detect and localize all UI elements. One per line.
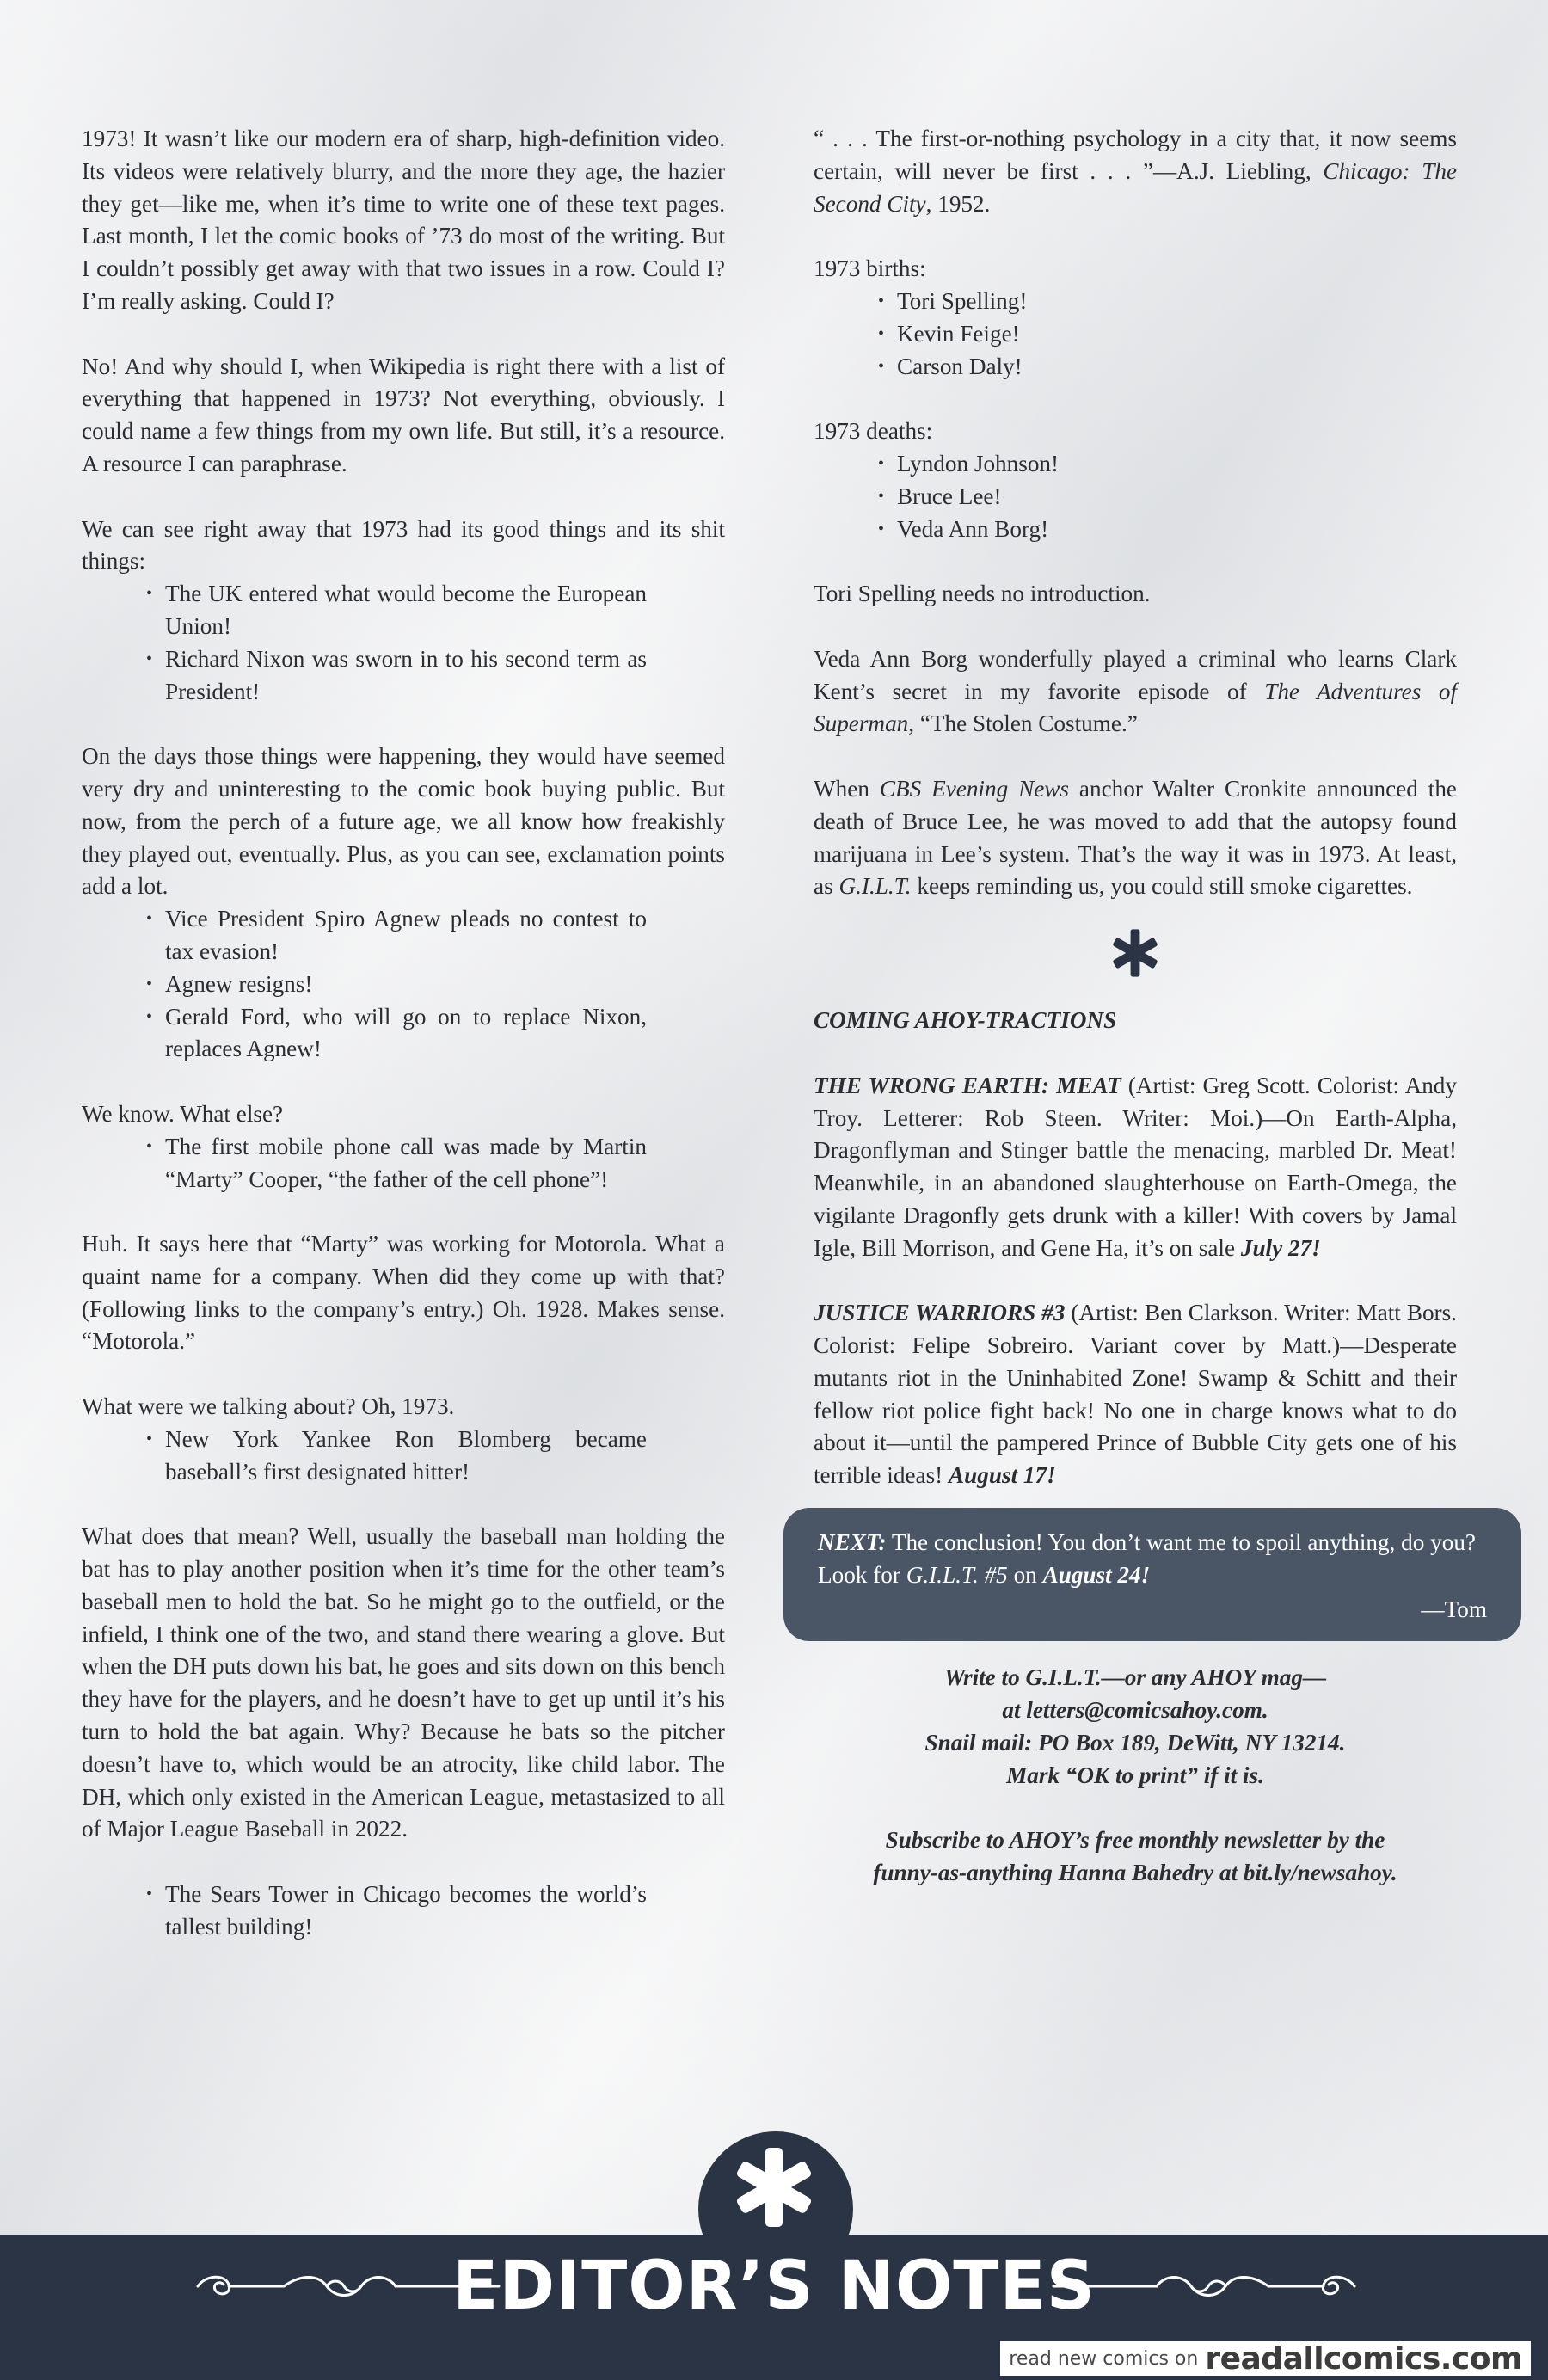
asterisk-icon: [1109, 927, 1161, 979]
list-item: • New York Yankee Ron Blomberg became baseball’s first designated hitter!: [146, 1424, 647, 1489]
list-item: • The Sears Tower in Chicago becomes the world’s tallest building!: [146, 1879, 647, 1944]
right-column: [814, 123, 1487, 1922]
next-body: The conclusion! You don’t want me to spoil anything, do you? Look for: [818, 1529, 1476, 1588]
justice-warriors-body: (Artist: Ben Clarkson. Writer: Matt Bors. Colorist: Felipe Sobreiro. Variant cover by Matt.)—Desperate mutants riot in the Uninhabited Zone! Swamp & Schitt and their fellow riot police fight back! No one in charge knows what to do about it—until the pampered Prince of Bubble City gets one of his terrible ideas!: [814, 1300, 1457, 1489]
cbs-text-b: anchor Walter Cronkite announced the death of Bruce Lee, he was moved to add that the autopsy found marijuana in Lee’s system. That’s the way it was in 1973. At least, as: [814, 775, 1457, 900]
list-item: • The first mobile phone call was made by Martin “Marty” Cooper, “the father of the cell phone”!: [146, 1131, 647, 1196]
list-item: • Veda Ann Borg!: [878, 514, 1310, 546]
subscribe-link[interactable]: funny-as-anything Hanna Bahedry at bit.ly/newsahoy.: [873, 1860, 1398, 1886]
deaths-list: [814, 448, 1457, 545]
wrong-earth-title: THE WRONG EARTH: MEAT: [814, 1072, 1121, 1098]
left-column: [82, 123, 725, 1976]
paragraph-intro: 1973! It wasn’t like our modern era of sharp, high-definition video. Its videos were relatively blurry, and the more they age, the hazier they get—like me, when it’s time to write one of these text pages. Last month, I let the comic books of ’73 do most of the writing. But I couldn’t possibly get away with that two issues in a row. Could I? I’m really asking. Could I?: [82, 126, 725, 314]
deaths-label: 1973 deaths:: [814, 418, 933, 445]
list-item: • Tori Spelling!: [878, 286, 1310, 318]
paragraph-motorola: Huh. It says here that “Marty” was working for Motorola. What a quaint name for a company. When did they come up with that? (Following links to the company’s entry.) Oh. 1928. Makes sense. “Motorola.”: [82, 1231, 725, 1355]
events-list-4: [82, 1424, 725, 1489]
list-item: • Agnew resigns!: [146, 969, 647, 1001]
coming-ahoy-tractions-heading: COMING AHOY-TRACTIONS: [814, 1007, 1117, 1034]
newsletter-subscribe: [814, 1824, 1457, 1890]
justice-warriors-title: JUSTICE WARRIORS #3: [814, 1300, 1066, 1326]
watermark-prefix: read new comics on: [1009, 2347, 1199, 2370]
paragraph-tori: Tori Spelling needs no introduction.: [814, 581, 1151, 607]
wrong-earth-date: July 27!: [1240, 1234, 1321, 1261]
births-label: 1973 births:: [814, 255, 926, 282]
events-list-3: [82, 1131, 725, 1196]
editor-signature: —Tom: [1421, 1596, 1487, 1622]
wrong-earth-body: (Artist: Greg Scott. Colorist: Andy Troy. Letterer: Rob Steen. Writer: Moi.)—On Earth-Alpha, Dragonflyman and Stinger battle the menacing, marbled Dr. Meat! Meanwhile, in an abandoned slaughterhouse on Earth-Omega, the vigilante Dragonfly gets drunk with a killer! With covers by Jamal Igle, Bill Morrison, and Gene Ha, it’s on sale: [814, 1072, 1457, 1261]
next-label: NEXT:: [818, 1529, 887, 1556]
justice-warriors-date: August 17!: [949, 1462, 1056, 1489]
quote-source: Chicago: The Second City: [814, 157, 1457, 217]
liebling-quote: [814, 123, 1457, 220]
paragraph-talking-about: What were we talking about? Oh, 1973.: [82, 1393, 455, 1420]
paragraph-cronkite: [814, 773, 1457, 903]
paragraph-what-else: We know. What else?: [82, 1100, 284, 1127]
list-item: • Lyndon Johnson!: [878, 448, 1310, 481]
justice-warriors-blurb: [814, 1297, 1457, 1492]
paragraph-dry: On the days those things were happening, they would have seemed very dry and uninteresting to the comic book buying public. But now, from the perch of a future age, we all know how freakishly they played out, eventually. Plus, as you can see, exclamation points add a lot.: [82, 743, 725, 900]
contact-line: Snail mail: PO Box 189, DeWitt, NY 13214.: [924, 1730, 1346, 1756]
contact-line: Mark “OK to print” if it is.: [1006, 1762, 1264, 1788]
events-list-5: [82, 1879, 725, 1944]
letters-contact: [814, 1662, 1457, 1792]
next-on: on: [1007, 1561, 1043, 1588]
subscribe-line: Subscribe to AHOY’s free monthly newsletter by the: [885, 1827, 1385, 1854]
contact-line: Write to G.I.L.T.—or any AHOY mag—: [943, 1664, 1327, 1691]
list-item: • Carson Daly!: [878, 351, 1310, 384]
list-item: • The UK entered what would become the European Union!: [146, 578, 647, 643]
next-issue-box: [783, 1508, 1521, 1641]
quote-text: “ . . . The first-or-nothing psychology in a city that, it now seems certain, will never be first . . . ”—A.J. Liebling,: [814, 126, 1457, 184]
paragraph-good-things: We can see right away that 1973 had its good things and its shit things:: [82, 515, 725, 575]
cbs-text-a: When: [814, 775, 880, 802]
veda-show-title: The Adventures of Superman: [814, 678, 1457, 737]
watermark-site[interactable]: readallcomics.com: [1205, 2340, 1522, 2377]
births-list: [814, 286, 1457, 383]
site-watermark[interactable]: [1000, 2341, 1531, 2376]
list-item: • Richard Nixon was sworn in to his second term as President!: [146, 643, 647, 709]
gilt-title: G.I.L.T.: [838, 873, 912, 900]
asterisk-icon: [731, 2144, 817, 2230]
contact-email[interactable]: at letters@comicsahoy.com.: [1002, 1697, 1268, 1724]
list-item: • Vice President Spiro Agnew pleads no contest to tax evasion!: [146, 903, 647, 969]
next-issue-text: [818, 1527, 1487, 1592]
next-gilt-issue: G.I.L.T. #5: [906, 1561, 1008, 1588]
cbs-text-c: keeps reminding us, you could still smoke cigarettes.: [911, 873, 1413, 900]
next-date: August 24!: [1042, 1561, 1151, 1588]
events-list-1: [82, 578, 725, 708]
list-item: • Gerald Ford, who will go on to replace Nixon, replaces Agnew!: [146, 1001, 647, 1067]
quote-year: , 1952.: [925, 190, 991, 217]
cbs-show-title: CBS Evening News: [879, 775, 1070, 802]
list-item: • Bruce Lee!: [878, 481, 1310, 514]
paragraph-wikipedia: No! And why should I, when Wikipedia is right there with a list of everything that happened in 1973? Not everything, obviously. I could name a few things from my own life. But still, it’s a resource. A resource I can paraphrase.: [82, 353, 725, 477]
events-list-2: [82, 903, 725, 1066]
veda-text: Veda Ann Borg wonderfully played a criminal who learns Clark Kent’s secret in my favorite episode of: [814, 645, 1457, 704]
paragraph-designated-hitter: What does that mean? Well, usually the baseball man holding the bat has to play another position when it’s time for the other team’s baseball men to hold the bat. So he might go to the outfield, or the infield, I think one of the two, and stand there wearing a glove. But when the DH puts down his bat, he goes and sits down on this bench they have for the players, and he doesn’t have to get up until it’s his turn to hold the bat again. Why? Because he bats so the pitcher doesn’t have to, which would be an atrocity, like child labor. The DH, which only existed in the American League, metastasized to all of Major League Baseball in 2022.: [82, 1523, 725, 1842]
veda-episode: , “The Stolen Costume.”: [908, 710, 1138, 737]
list-item: • Kevin Feige!: [878, 318, 1310, 351]
wrong-earth-blurb: [814, 1070, 1457, 1265]
editors-notes-title: EDITOR’S NOTES: [452, 2248, 1096, 2325]
paragraph-veda: [814, 643, 1457, 741]
